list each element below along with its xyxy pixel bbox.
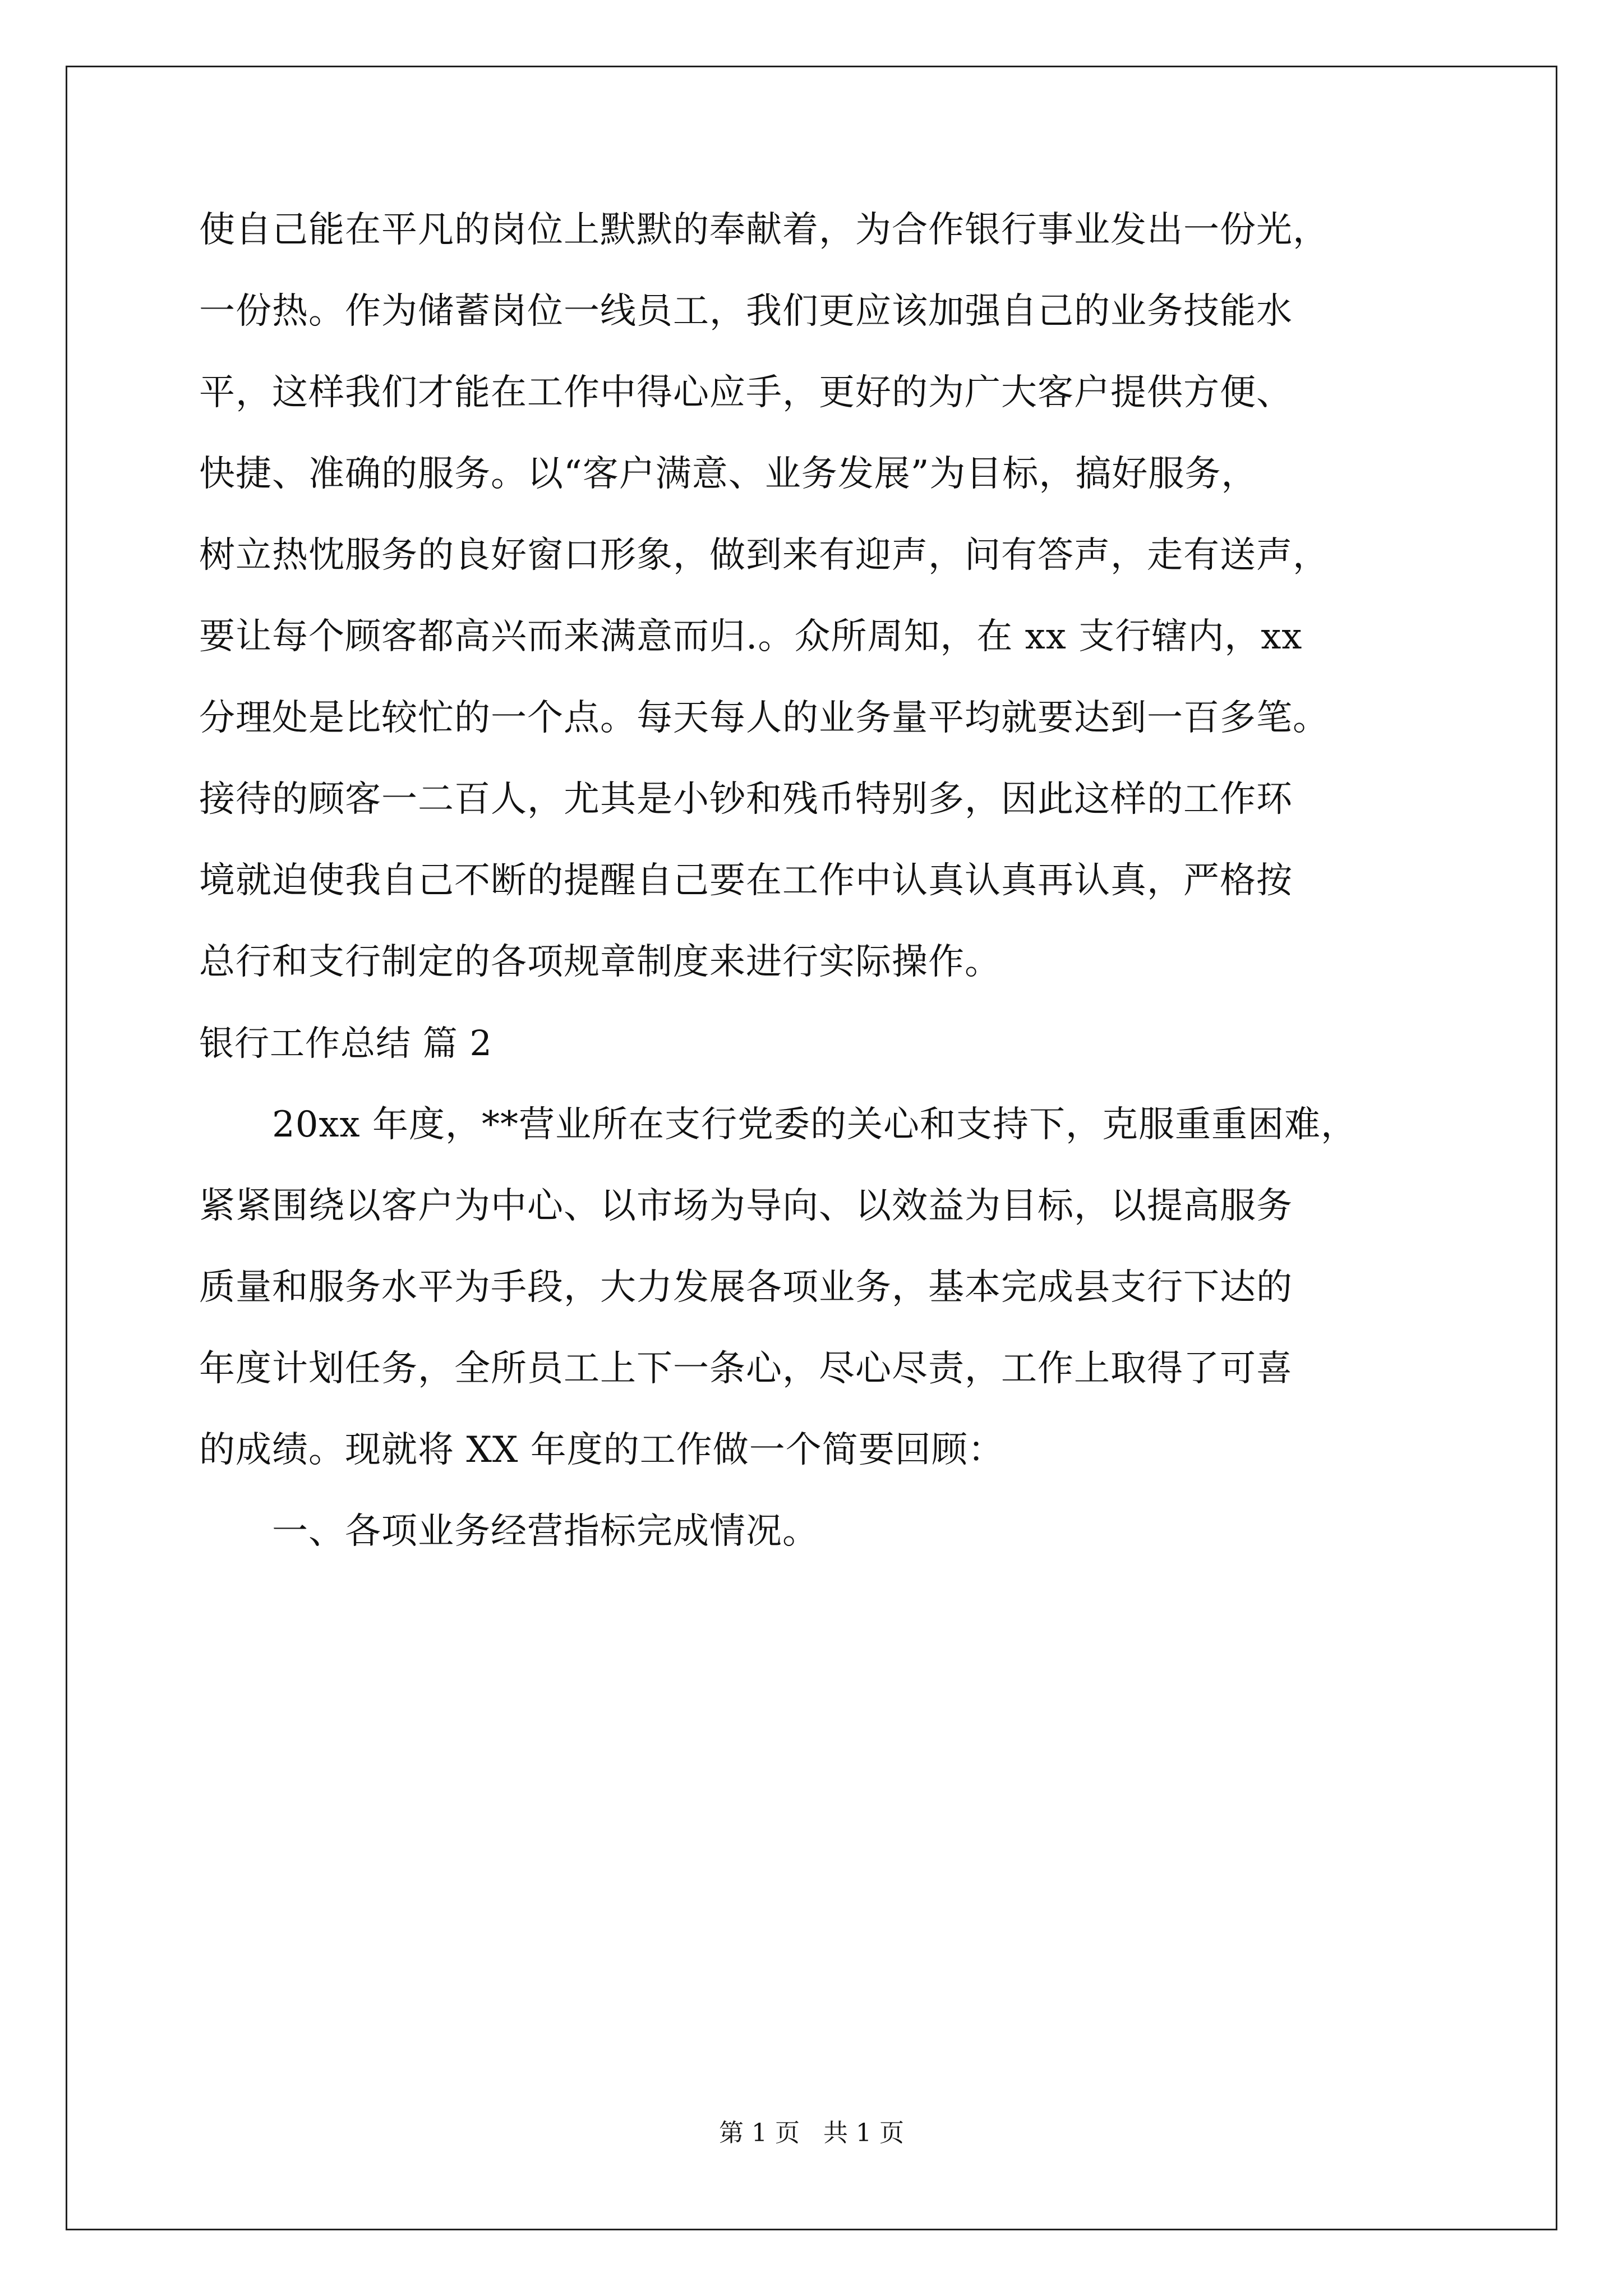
paragraph1-line-7: 分理处是比较忙的一个点。每天每人的业务量平均就要达到一百多笔。 xyxy=(199,697,1329,739)
paragraph2-line-2: 紧紧围绕以客户为中心、以市场为导向、以效益为目标，以提高服务 xyxy=(199,1185,1293,1227)
paragraph1-line-10: 总行和支行制定的各项规章制度来进行实际操作。 xyxy=(199,941,1001,983)
paragraph1-line-2: 一份热。作为储蓄岗位一线员工，我们更应该加强自己的业务技能水 xyxy=(199,291,1293,332)
paragraph2-line-1: 20xx 年度，**营业所在支行党委的关心和支持下，克服重重困难， xyxy=(199,1104,1357,1145)
paragraph1-line-5: 树立热忱服务的良好窗口形象，做到来有迎声，问有答声，走有送声， xyxy=(199,535,1329,576)
section-heading: 银行工作总结 篇 2 xyxy=(199,1023,492,1064)
paragraph1-line-1: 使自己能在平凡的岗位上默默的奉献着，为合作银行事业发出一份光， xyxy=(199,209,1329,251)
paragraph2-line-3: 质量和服务水平为手段，大力发展各项业务，基本完成县支行下达的 xyxy=(199,1267,1293,1308)
paragraph1-line-3: 平，这样我们才能在工作中得心应手，更好的为广大客户提供方便、 xyxy=(199,372,1293,413)
paragraph1-line-4: 快捷、准确的服务。以“客户满意、业务发展”为目标，搞好服务， xyxy=(199,453,1258,495)
paragraph1-line-6: 要让每个顾客都高兴而来满意而归.。众所周知，在 xx 支行辖内，xx xyxy=(199,616,1303,657)
subheading: 一、各项业务经营指标完成情况。 xyxy=(199,1511,819,1552)
paragraph1-line-9: 境就迫使我自己不断的提醒自己要在工作中认真认真再认真，严格按 xyxy=(199,860,1293,901)
paragraph1-line-8: 接待的顾客一二百人，尤其是小钞和残币特别多，因此这样的工作环 xyxy=(199,779,1293,820)
paragraph2-line-4: 年度计划任务，全所员工上下一条心，尽心尽责，工作上取得了可喜 xyxy=(199,1348,1293,1389)
paragraph2-line-5: 的成绩。现就将 XX 年度的工作做一个简要回顾： xyxy=(199,1429,1004,1471)
page-footer: 第 1 页 共 1 页 xyxy=(719,2119,904,2147)
